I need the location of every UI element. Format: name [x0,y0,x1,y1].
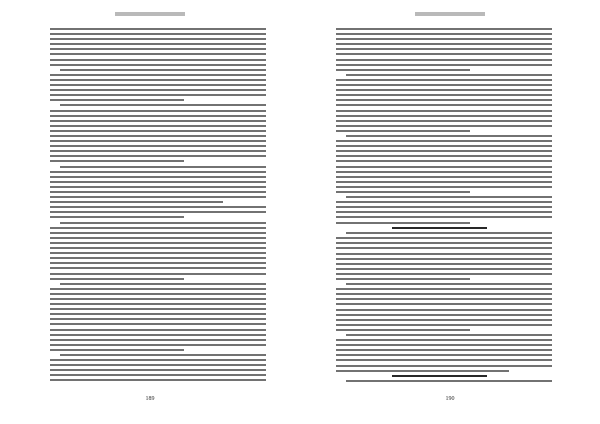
text-line [336,268,552,270]
text-line [336,171,552,173]
text-line [50,369,266,371]
text-line [50,242,266,244]
text-line [50,308,266,310]
text-line [50,313,266,315]
text-line [50,262,266,264]
text-line [336,365,552,367]
left-header-rule [115,12,185,16]
text-line [336,120,552,122]
text-line [50,99,184,101]
text-line [60,222,266,224]
text-line [336,324,552,326]
text-line [50,344,266,346]
text-line [336,247,552,249]
text-line [336,314,552,316]
right-page [300,0,600,424]
text-line [50,28,266,30]
text-line [50,84,266,86]
text-line [50,181,266,183]
text-line [50,318,266,320]
text-line [50,43,266,45]
text-line [50,135,266,137]
text-line [50,323,266,325]
text-line [336,166,552,168]
text-line [336,28,552,30]
text-line [336,89,552,91]
text-line [336,354,552,356]
text-line [50,196,266,198]
text-line [336,48,552,50]
text-line [336,370,509,372]
text-line [50,247,266,249]
text-line [336,104,552,106]
text-line [336,140,552,142]
text-line [336,160,552,162]
text-line [50,150,266,152]
text-line [336,278,470,280]
text-line [50,176,266,178]
text-line [336,125,552,127]
text-line [50,298,266,300]
text-line [336,186,552,188]
text-line [336,38,552,40]
text-line [60,354,266,356]
text-line [336,191,470,193]
text-line [336,53,552,55]
right-header-rule [415,12,485,16]
text-line [336,319,552,321]
text-line [60,166,266,168]
text-line [336,155,552,157]
text-line [346,232,552,234]
text-line [336,216,552,218]
text-line [50,48,266,50]
text-line [50,227,266,229]
subheading-line [392,227,487,229]
text-line [50,216,184,218]
text-line [336,339,552,341]
text-line [50,186,266,188]
text-line [346,74,552,76]
text-line [336,201,552,203]
text-line [336,237,552,239]
text-line [336,242,552,244]
text-line [50,379,266,381]
text-line [50,171,266,173]
text-line [336,33,552,35]
text-line [336,59,552,61]
text-line [50,257,266,259]
text-line [50,201,223,203]
text-line [336,258,552,260]
text-line [336,211,552,213]
text-line [336,288,552,290]
text-line [346,283,552,285]
text-line [50,64,266,66]
text-line [50,140,266,142]
text-line [50,293,266,295]
text-line [336,150,552,152]
text-line [336,344,552,346]
text-line [346,196,552,198]
text-line [336,145,552,147]
text-line [336,43,552,45]
text-line [336,349,552,351]
text-line [50,130,266,132]
text-line [336,253,552,255]
text-line [336,309,552,311]
text-line [50,303,266,305]
right-body-text [336,28,552,384]
text-line [336,69,470,71]
text-line [50,339,266,341]
text-line [50,120,266,122]
right-page-number: 190 [445,396,455,402]
text-line [50,374,266,376]
text-line [336,273,552,275]
text-line [50,33,266,35]
text-line [50,89,266,91]
text-line [50,145,266,147]
text-line [50,252,266,254]
text-line [50,53,266,55]
text-line [336,293,552,295]
text-line [336,206,552,208]
text-line [50,237,266,239]
text-line [50,94,266,96]
text-line [60,104,266,106]
text-line [50,278,184,280]
text-line [50,211,266,213]
subheading-line [392,375,487,377]
text-line [336,99,552,101]
text-line [336,176,552,178]
text-line [336,222,470,224]
left-page-number: 189 [145,396,155,402]
text-line [50,206,266,208]
text-line [336,110,552,112]
text-line [336,263,552,265]
text-line [336,359,552,361]
text-line [50,267,266,269]
text-line [50,38,266,40]
left-body-text [50,28,266,384]
text-line [50,115,266,117]
text-line [50,364,266,366]
text-line [50,288,266,290]
text-line [336,84,552,86]
text-line [336,94,552,96]
text-line [50,273,266,275]
text-line [50,155,266,157]
text-line [50,110,266,112]
text-line [336,79,552,81]
text-line [336,181,552,183]
text-line [50,160,184,162]
text-line [346,380,552,382]
text-line [336,303,552,305]
text-line [50,359,266,361]
text-line [50,349,184,351]
text-line [50,334,266,336]
text-line [336,329,470,331]
text-line [60,283,266,285]
text-line [346,334,552,336]
text-line [50,74,266,76]
text-line [50,59,266,61]
text-line [50,232,266,234]
text-line [336,115,552,117]
text-line [50,329,266,331]
text-line [336,64,552,66]
text-line [50,79,266,81]
text-line [60,69,266,71]
text-line [336,130,470,132]
text-line [50,125,266,127]
text-line [336,298,552,300]
text-line [50,191,266,193]
text-line [346,135,552,137]
